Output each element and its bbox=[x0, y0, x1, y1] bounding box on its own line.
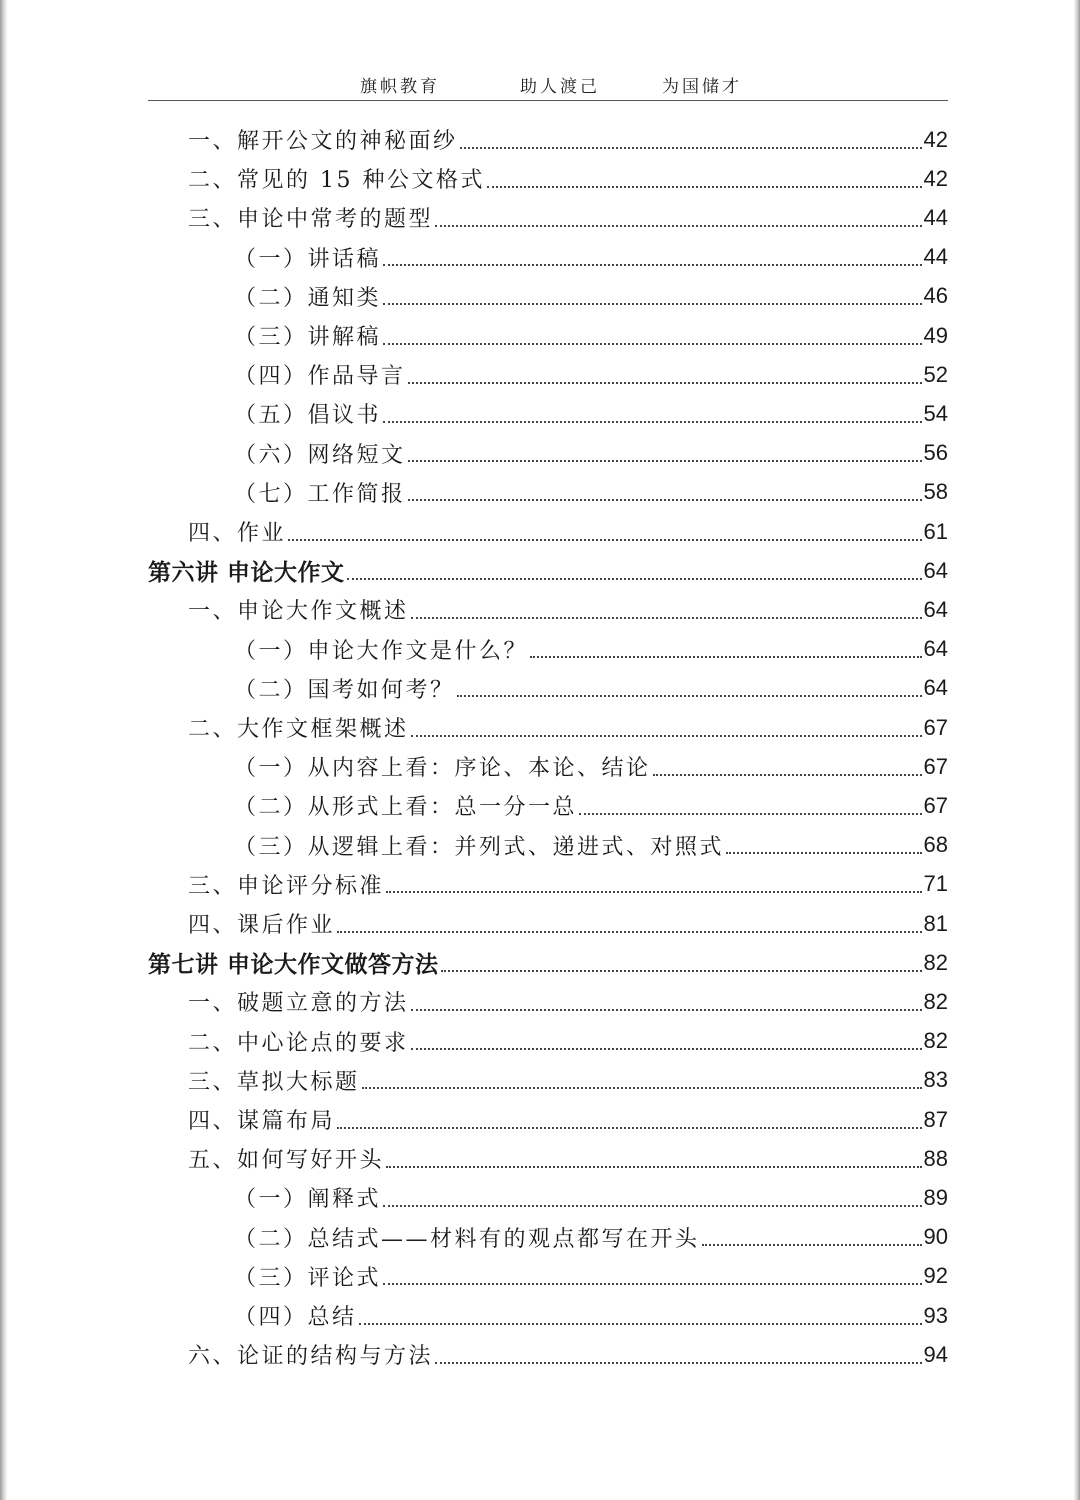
toc-entry-title: 一、解开公文的神秘面纱 bbox=[188, 129, 458, 154]
toc-entry bbox=[188, 982, 948, 1021]
toc-entry bbox=[188, 198, 948, 237]
toc-dot-leader bbox=[408, 382, 922, 384]
toc-page-number: 82 bbox=[923, 1028, 948, 1054]
toc-entry-title: 三、草拟大标题 bbox=[188, 1069, 360, 1095]
toc-dot-leader bbox=[411, 1048, 922, 1050]
toc-entry bbox=[234, 669, 948, 708]
toc-entry-title: 五、如何写好开头 bbox=[188, 1148, 385, 1174]
toc-page-number: 93 bbox=[923, 1302, 948, 1328]
toc-entry bbox=[234, 1296, 948, 1335]
toc-entry-title: 二、常见的 15 种公文格式 bbox=[188, 168, 485, 194]
toc-page-number: 68 bbox=[923, 832, 948, 858]
toc-page-number: 83 bbox=[923, 1067, 948, 1093]
toc-page-number: 82 bbox=[923, 949, 948, 975]
toc-entry-title: 三、申论中常考的题型 bbox=[188, 207, 434, 233]
toc-dot-leader bbox=[530, 656, 922, 658]
toc-entry-title: 第六讲 申论大作文 bbox=[148, 560, 345, 587]
toc-entry-title: （一）讲话稿 bbox=[234, 246, 382, 272]
toc-entry bbox=[188, 865, 948, 904]
toc-dot-leader bbox=[383, 343, 922, 345]
toc-entry bbox=[188, 904, 948, 943]
toc-page-number: 67 bbox=[923, 714, 948, 740]
header-center-text: 助人渡己 bbox=[520, 77, 600, 97]
toc-dot-leader bbox=[408, 460, 922, 462]
toc-dot-leader bbox=[726, 852, 922, 854]
toc-dot-leader bbox=[408, 499, 922, 501]
toc-dot-leader bbox=[435, 225, 922, 227]
toc-entry bbox=[188, 1139, 948, 1178]
toc-entry-title: （四）作品导言 bbox=[234, 364, 406, 390]
toc-chapter-entry bbox=[148, 943, 948, 982]
toc-entry-title: 六、论证的结构与方法 bbox=[188, 1344, 434, 1370]
toc-page-number: 67 bbox=[923, 792, 948, 818]
toc-page-number: 67 bbox=[923, 753, 948, 779]
toc-entry-title: （二）国考如何考？ bbox=[234, 677, 455, 703]
toc-page-number: 92 bbox=[923, 1263, 948, 1289]
toc-entry-title: （一）阐释式 bbox=[234, 1187, 382, 1213]
toc-page-number: 61 bbox=[923, 518, 948, 544]
toc-page-number: 81 bbox=[923, 910, 948, 936]
toc-page-number: 64 bbox=[923, 596, 948, 622]
toc-entry-title: 四、谋篇布局 bbox=[188, 1109, 336, 1134]
toc-dot-leader bbox=[347, 578, 922, 580]
toc-dot-leader bbox=[435, 1362, 922, 1364]
toc-dot-leader bbox=[383, 1283, 922, 1285]
toc-entry bbox=[234, 394, 948, 433]
toc-entry bbox=[234, 238, 948, 277]
toc-entry bbox=[188, 159, 948, 198]
toc-entry bbox=[188, 1022, 948, 1061]
toc-entry-title: （三）讲解稿 bbox=[234, 325, 382, 350]
toc-entry-title: 二、大作文框架概述 bbox=[188, 717, 409, 742]
toc-entry bbox=[234, 1218, 948, 1257]
toc-page-number: 64 bbox=[923, 636, 948, 662]
toc-dot-leader bbox=[460, 147, 922, 149]
toc-entry bbox=[234, 786, 948, 825]
toc-page-number: 52 bbox=[923, 361, 948, 387]
toc-entry bbox=[188, 1061, 948, 1100]
toc-entry-title: （一）申论大作文是什么？ bbox=[234, 638, 529, 664]
header-left-text: 旗帜教育 bbox=[360, 77, 440, 97]
header-right-text: 为国储才 bbox=[662, 77, 742, 97]
toc-dot-leader bbox=[411, 617, 922, 619]
toc-entry bbox=[234, 434, 948, 473]
toc-dot-leader bbox=[359, 1323, 922, 1325]
toc-entry bbox=[188, 120, 948, 159]
toc-entry-title: （六）网络短文 bbox=[234, 442, 406, 468]
toc-entry-title: 四、课后作业 bbox=[188, 913, 336, 938]
toc-page-number: 94 bbox=[923, 1341, 948, 1367]
toc-page-number: 42 bbox=[923, 165, 948, 191]
toc-page-number: 64 bbox=[923, 557, 948, 583]
toc-dot-leader bbox=[457, 695, 922, 697]
toc-dot-leader bbox=[411, 1009, 922, 1011]
toc-entry-title: 第七讲 申论大作文做答方法 bbox=[148, 952, 439, 979]
toc-entry bbox=[188, 1100, 948, 1139]
toc-dot-leader bbox=[337, 1127, 922, 1129]
toc-entry bbox=[234, 316, 948, 355]
toc-dot-leader bbox=[383, 421, 922, 423]
toc-entry bbox=[234, 355, 948, 394]
toc-page-number: 82 bbox=[923, 988, 948, 1014]
toc-dot-leader bbox=[337, 931, 922, 933]
toc-entry-title: （一）从内容上看：序论、本论、结论 bbox=[234, 756, 651, 782]
toc-page-number: 42 bbox=[923, 126, 948, 152]
toc-entry bbox=[234, 473, 948, 512]
toc-dot-leader bbox=[411, 735, 922, 737]
toc-page-number: 90 bbox=[923, 1224, 948, 1250]
page-edge-shadow-right bbox=[1074, 0, 1080, 1500]
toc-page-number: 56 bbox=[923, 440, 948, 466]
toc-dot-leader bbox=[702, 1244, 922, 1246]
toc-entry bbox=[188, 590, 948, 629]
toc-entry-title: （七）工作简报 bbox=[234, 481, 406, 507]
toc-dot-leader bbox=[386, 1166, 922, 1168]
toc-entry-title: （二）通知类 bbox=[234, 285, 382, 311]
toc-dot-leader bbox=[579, 813, 922, 815]
toc-entry bbox=[234, 826, 948, 865]
toc-entry-title: （二）从形式上看：总一分一总 bbox=[234, 795, 578, 821]
toc-dot-leader bbox=[383, 1205, 922, 1207]
toc-dot-leader bbox=[386, 891, 922, 893]
toc-entry bbox=[234, 630, 948, 669]
page-edge-shadow-left bbox=[0, 0, 7, 1500]
toc-page-number: 58 bbox=[923, 479, 948, 505]
toc-page-number: 64 bbox=[923, 675, 948, 701]
page-header bbox=[148, 66, 948, 101]
toc-page-number: 71 bbox=[923, 871, 948, 897]
toc-dot-leader bbox=[441, 970, 922, 972]
toc-dot-leader bbox=[653, 774, 922, 776]
toc-dot-leader bbox=[383, 303, 922, 305]
toc-chapter-entry bbox=[148, 551, 948, 590]
toc-entry bbox=[234, 1257, 948, 1296]
toc-dot-leader bbox=[288, 539, 922, 541]
toc-page-number: 44 bbox=[923, 244, 948, 270]
toc-entry bbox=[188, 708, 948, 747]
toc-entry bbox=[188, 1335, 948, 1374]
toc-entry-title: （三）评论式 bbox=[234, 1265, 382, 1291]
toc-page-number: 87 bbox=[923, 1106, 948, 1132]
toc-entry-title: 四、作业 bbox=[188, 521, 287, 546]
toc-entry bbox=[234, 1178, 948, 1217]
toc-entry-title: 一、申论大作文概述 bbox=[188, 599, 409, 625]
toc-entry bbox=[188, 512, 948, 551]
toc-page-number: 89 bbox=[923, 1184, 948, 1210]
toc-page-number: 46 bbox=[923, 283, 948, 309]
toc-entry-title: 二、中心论点的要求 bbox=[188, 1030, 409, 1056]
toc-entry-title: 一、破题立意的方法 bbox=[188, 991, 409, 1017]
toc-dot-leader bbox=[362, 1087, 922, 1089]
toc-page-number: 49 bbox=[923, 322, 948, 348]
toc-entry-title: （五）倡议书 bbox=[234, 403, 382, 429]
toc-page-number: 88 bbox=[923, 1145, 948, 1171]
toc-entry-title: 三、申论评分标准 bbox=[188, 873, 385, 899]
toc-entry-title: （二）总结式——材料有的观点都写在开头 bbox=[234, 1226, 700, 1252]
toc-page-number: 44 bbox=[923, 204, 948, 230]
toc-page-number: 54 bbox=[923, 400, 948, 426]
toc-dot-leader bbox=[383, 264, 922, 266]
toc-entry-title: （四）总结 bbox=[234, 1305, 357, 1330]
toc-entry bbox=[234, 747, 948, 786]
toc-entry-title: （三）从逻辑上看：并列式、递进式、对照式 bbox=[234, 834, 725, 860]
toc-dot-leader bbox=[487, 186, 922, 188]
toc-entry bbox=[234, 277, 948, 316]
